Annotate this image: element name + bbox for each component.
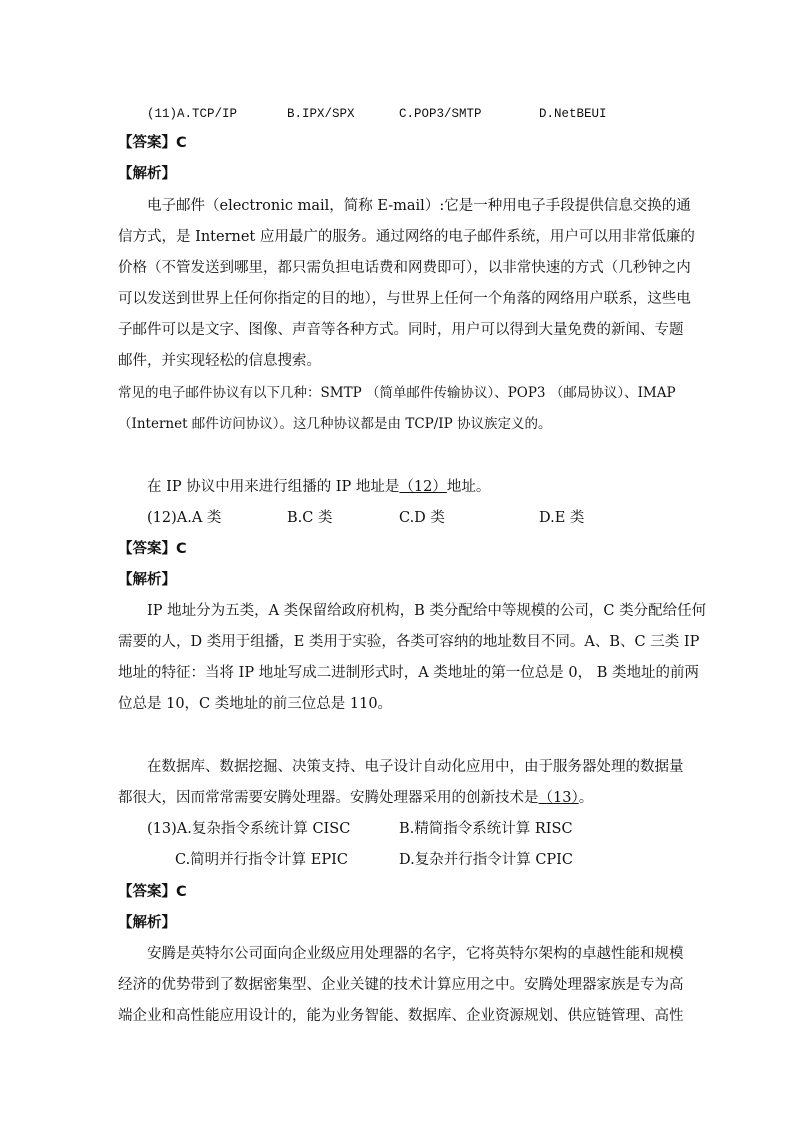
q12-blank: （12） <box>399 479 447 495</box>
q12-analysis-line: IP 地址分为五类，A 类保留给政府机构，B 类分配给中等规模的公司，C 类分配给任何 <box>147 603 707 619</box>
q12-analysis-line: 位总是 10，C 类地址的前三位总是 110。 <box>118 696 393 712</box>
q13-analysis-line: 经济的优势带到了数据密集型、企业关键的技术计算应用之中。安腾处理器家族是专为高 <box>118 977 684 993</box>
q11-analysis-line: 邮件，并实现轻松的信息搜索。 <box>118 353 321 369</box>
q12-option-c: C.D 类 <box>399 510 445 526</box>
q11-option-a: (11)A.TCP/IP <box>147 107 238 121</box>
q13-option-c: C.简明并行指令计算 EPIC <box>175 852 348 868</box>
q13-question-pre: 都很大，因而常常需要安腾处理器。安腾处理器采用的创新技术是 <box>118 790 539 806</box>
q13-question-line1: 在数据库、数据挖掘、决策支持、电子设计自动化应用中，由于服务器处理的数据量 <box>147 759 684 775</box>
q12-option-d: D.E 类 <box>539 510 585 526</box>
q12-option-b: B.C 类 <box>287 510 333 526</box>
q12-option-a: (12)A.A 类 <box>147 510 222 526</box>
q11-analysis-line: 可以发送到世界上任何你指定的目的地），与世界上任何一个角落的网络用户联系，这些电 <box>118 291 691 307</box>
q12-analysis-line: 地址的特征：当将 IP 地址写成二进制形式时，A 类地址的第一位总是 0， B 类地址的前两 <box>118 665 699 681</box>
q11-protocols-line: （Internet 邮件访问协议）。这几种协议都是由 TCP/IP 协议族定义的。 <box>118 416 552 432</box>
q12-question-post: 地址。 <box>446 479 491 495</box>
q13-question-post: 。 <box>578 790 594 806</box>
q11-protocols-line: 常见的电子邮件协议有以下几种：SMTP （简单邮件传输协议）、POP3 （邮局协议）、IMAP <box>118 385 676 401</box>
q13-option-d: D.复杂并行指令计算 CPIC <box>399 852 573 868</box>
q13-option-b: B.精简指令系统计算 RISC <box>399 821 573 837</box>
q12-analysis-label: 【解析】 <box>118 572 176 588</box>
q12-question <box>147 477 490 497</box>
q13-option-a: (13)A.复杂指令系统计算 CISC <box>147 821 351 837</box>
q12-answer: 【答案】C <box>118 541 187 557</box>
q11-answer: 【答案】C <box>118 135 187 151</box>
q13-analysis-line: 安腾是英特尔公司面向企业级应用处理器的名字，它将英特尔架构的卓越性能和规模 <box>147 946 684 962</box>
q11-option-d: D.NetBEUI <box>539 107 607 121</box>
q11-option-b: B.IPX/SPX <box>287 107 355 121</box>
q11-analysis-line: 电子邮件（electronic mail，简称 E-mail）:它是一种用电子手段提供信息交换的通 <box>147 198 691 214</box>
q11-analysis-label: 【解析】 <box>118 166 176 182</box>
q11-analysis-line: 信方式，是 Internet 应用最广的服务。通过网络的电子邮件系统，用户可以用非常低廉的 <box>118 229 695 245</box>
q13-answer: 【答案】C <box>118 884 187 900</box>
q13-question-line2 <box>118 788 593 808</box>
q13-analysis-line: 端企业和高性能应用设计的，能为业务智能、数据库、企业资源规划、供应链管理、高性 <box>118 1008 684 1024</box>
q13-analysis-label: 【解析】 <box>118 915 176 931</box>
q12-question-pre: 在 IP 协议中用来进行组播的 IP 地址是 <box>147 479 400 495</box>
q13-blank: （13） <box>538 790 579 806</box>
q11-analysis-line: 价格（不管发送到哪里，都只需负担电话费和网费即可），以非常快速的方式（几秒钟之内 <box>118 260 691 276</box>
q12-analysis-line: 需要的人，D 类用于组播，E 类用于实验，各类可容纳的地址数目不同。A、B、C 三类 IP <box>118 634 700 650</box>
q11-analysis-line: 子邮件可以是文字、图像、声音等各种方式。同时，用户可以得到大量免费的新闻、专题 <box>118 322 684 338</box>
q11-option-c: C.POP3/SMTP <box>399 107 482 121</box>
